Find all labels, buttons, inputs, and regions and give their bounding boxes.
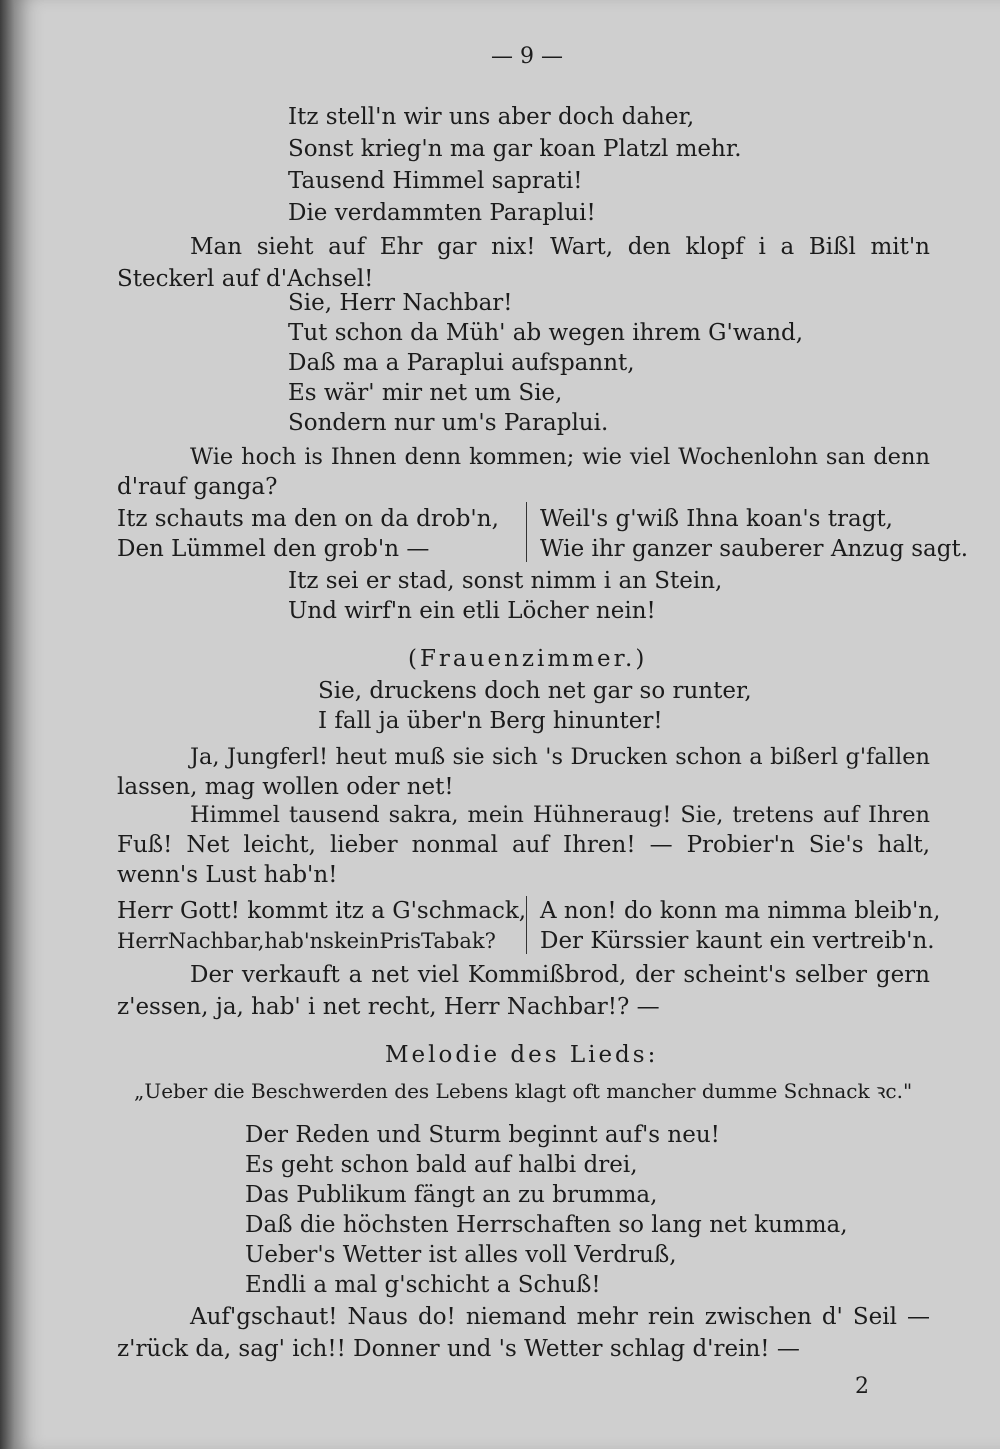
prose-line: Himmel tausend sakra, mein Hühneraug! Sie, tretens auf Ihren bbox=[190, 802, 930, 828]
split-left-line: HerrNachbar,hab'nskeinPrisTabak? bbox=[117, 929, 496, 953]
melody-heading: Melodie des Lieds: bbox=[385, 1042, 659, 1068]
speaker-heading: (Frauenzimmer.) bbox=[408, 646, 648, 672]
prose-line: Steckerl auf d'Achsel! bbox=[117, 266, 374, 292]
verse-line: Sie, Herr Nachbar! bbox=[288, 290, 513, 316]
split-left-line: Den Lümmel den grob'n — bbox=[117, 536, 430, 562]
melody-title: „Ueber die Beschwerden des Lebens klagt oft mancher dumme Schnack ꝛc." bbox=[134, 1079, 913, 1103]
verse-line: Sonst krieg'n ma gar koan Platzl mehr. bbox=[288, 136, 742, 162]
prose-line: Auf'gschaut! Naus do! niemand mehr rein zwischen d' Seil — bbox=[190, 1304, 930, 1330]
split-left-line: Herr Gott! kommt itz a G'schmack, bbox=[117, 898, 527, 924]
split-right-line: Wie ihr ganzer sauberer Anzug sagt. bbox=[540, 536, 969, 562]
verse-line: Das Publikum fängt an zu brumma, bbox=[245, 1182, 658, 1208]
column-divider bbox=[526, 896, 527, 954]
verse-line: Itz sei er stad, sonst nimm i an Stein, bbox=[288, 568, 723, 594]
split-left-line: Itz schauts ma den on da drob'n, bbox=[117, 506, 499, 532]
verse-line: Es geht schon bald auf halbi drei, bbox=[245, 1152, 638, 1178]
verse-line: Daß die höchsten Herrschaften so lang net kumma, bbox=[245, 1212, 848, 1238]
column-divider bbox=[526, 502, 527, 562]
verse-line: Sie, druckens doch net gar so runter, bbox=[318, 678, 752, 704]
verse-line: I fall ja über'n Berg hinunter! bbox=[318, 708, 663, 734]
verse-line: Itz stell'n wir uns aber doch daher, bbox=[288, 104, 695, 130]
prose-line: wenn's Lust hab'n! bbox=[117, 862, 338, 888]
verse-line: Die verdammten Paraplui! bbox=[288, 200, 596, 226]
prose-line: Man sieht auf Ehr gar nix! Wart, den klopf i a Bißl mit'n bbox=[190, 234, 930, 260]
verse-line: Und wirf'n ein etli Löcher nein! bbox=[288, 598, 656, 624]
prose-line: Fuß! Net leicht, lieber nonmal auf Ihren! — Probier'n Sie's halt, bbox=[117, 832, 930, 858]
book-spine-shadow bbox=[0, 0, 14, 1449]
split-right-line: Der Kürssier kaunt ein vertreib'n. bbox=[540, 928, 935, 954]
prose-line: z'rück da, sag' ich!! Donner und 's Wetter schlag d'rein! — bbox=[117, 1336, 800, 1362]
verse-line: Der Reden und Sturm beginnt auf's neu! bbox=[245, 1122, 720, 1148]
verse-line: Endli a mal g'schicht a Schuß! bbox=[245, 1272, 601, 1298]
prose-line: d'rauf ganga? bbox=[117, 474, 278, 500]
page-number-header: — 9 — bbox=[491, 44, 563, 69]
prose-line: lassen, mag wollen oder net! bbox=[117, 774, 454, 800]
verse-line: Daß ma a Paraplui aufspannt, bbox=[288, 350, 635, 376]
split-right-line: Weil's g'wiß Ihna koan's tragt, bbox=[540, 506, 893, 532]
prose-line: Der verkauft a net viel Kommißbrod, der scheint's selber gern bbox=[190, 962, 930, 988]
verse-line: Tausend Himmel saprati! bbox=[288, 168, 583, 194]
verse-line: Es wär' mir net um Sie, bbox=[288, 380, 563, 406]
verse-line: Ueber's Wetter ist alles voll Verdruß, bbox=[245, 1242, 677, 1268]
verse-line: Tut schon da Müh' ab wegen ihrem G'wand, bbox=[288, 320, 804, 346]
prose-line: Ja, Jungferl! heut muß sie sich 's Drucken schon a bißerl g'fallen bbox=[190, 744, 930, 770]
verse-line: Sondern nur um's Paraplui. bbox=[288, 410, 609, 436]
signature-mark: 2 bbox=[855, 1374, 869, 1399]
prose-line: Wie hoch is Ihnen denn kommen; wie viel Wochenlohn san denn bbox=[190, 444, 930, 470]
prose-line: z'essen, ja, hab' i net recht, Herr Nachbar!? — bbox=[117, 994, 660, 1020]
split-right-line: A non! do konn ma nimma bleib'n, bbox=[540, 898, 941, 924]
